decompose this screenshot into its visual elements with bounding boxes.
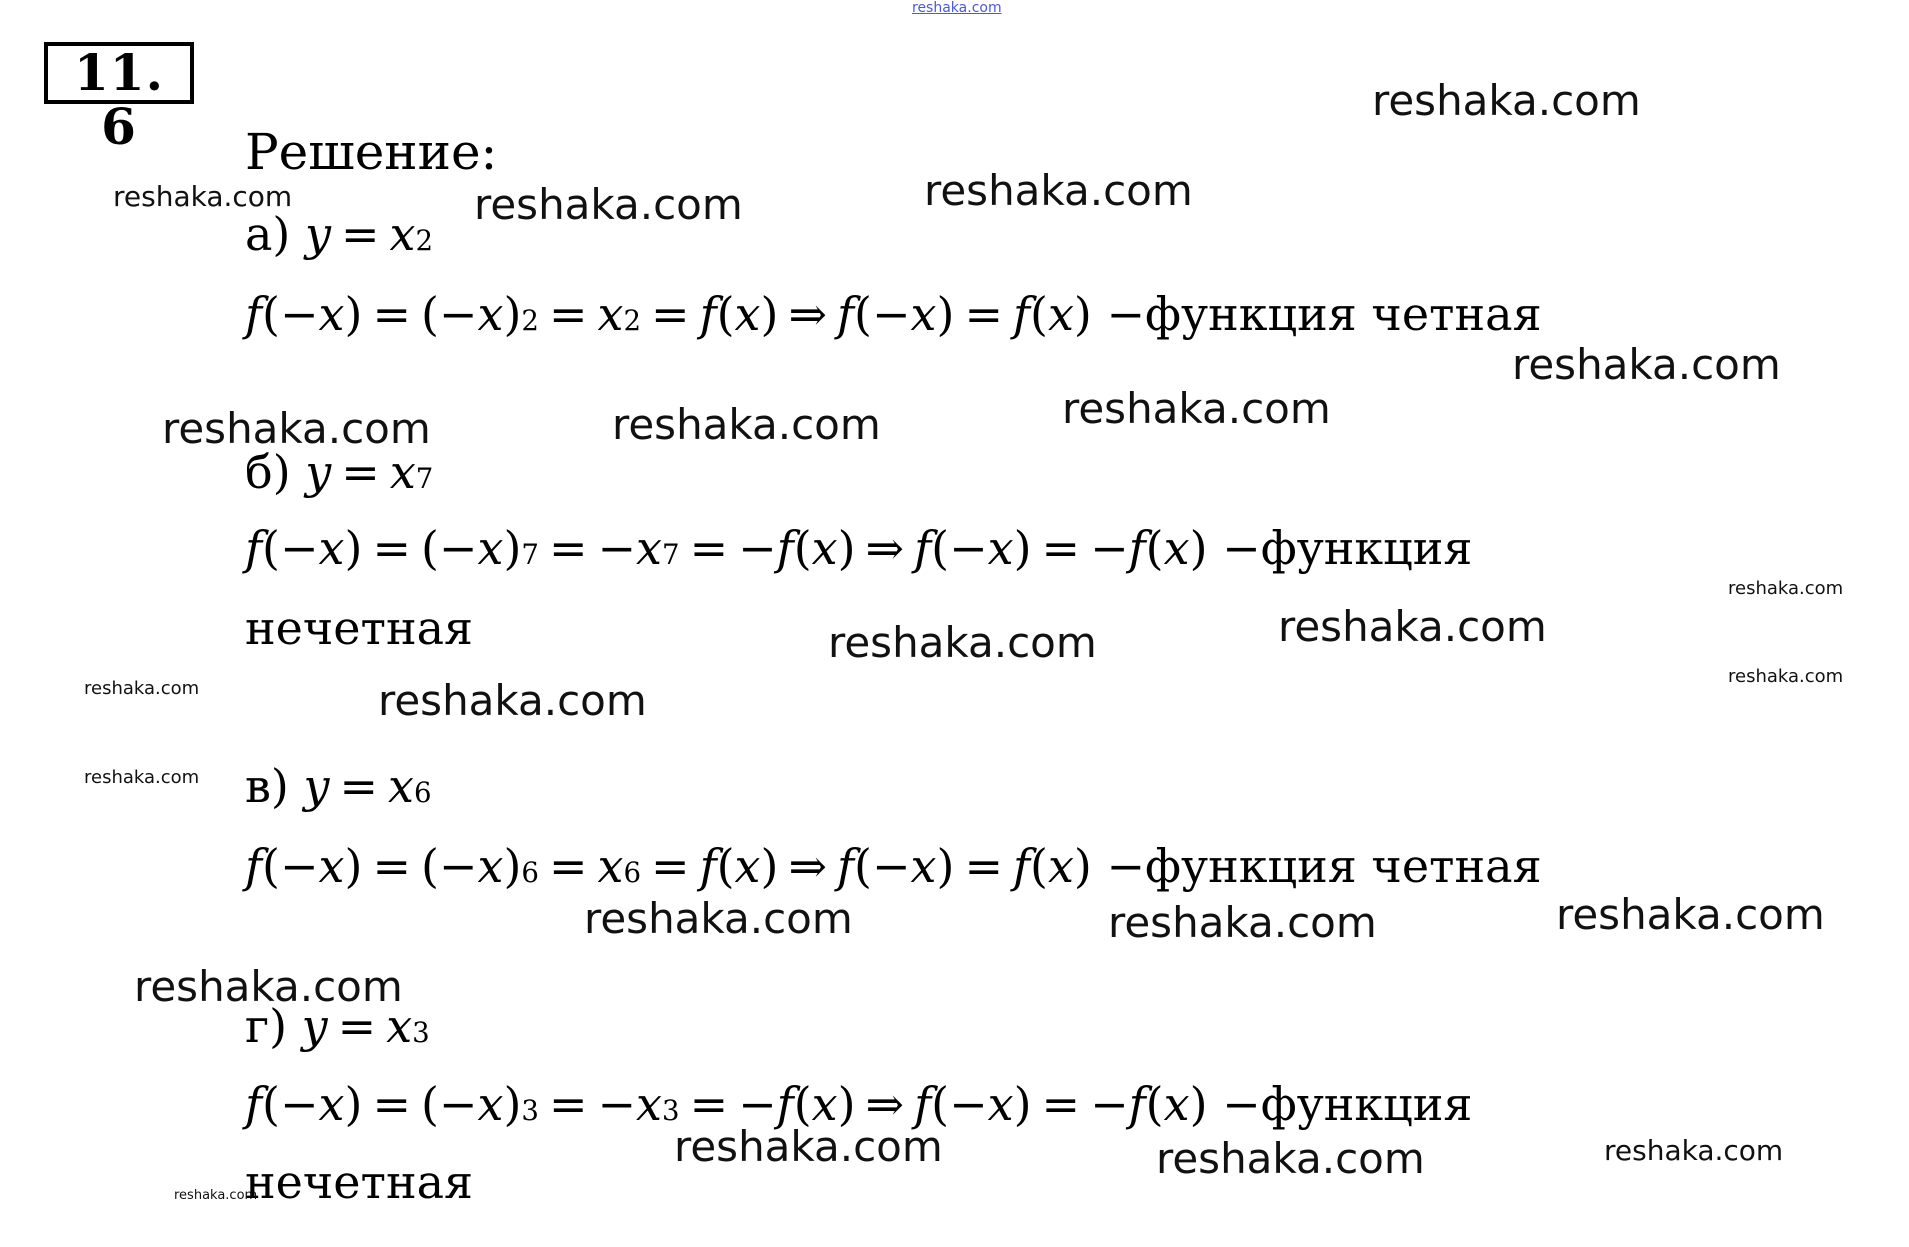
part-d-verdict: функция [1260,1077,1473,1131]
watermark: reshaka.com [924,166,1193,215]
watermark: reshaka.com [674,1122,943,1171]
watermark: reshaka.com [84,767,200,788]
watermark: reshaka.com [474,180,743,229]
watermark: reshaka.com [584,894,853,943]
watermark: reshaka.com [113,180,293,213]
watermark: reshaka.com [828,618,1097,667]
watermark: reshaka.com [1512,340,1781,389]
part-a-verdict: функция четная [1145,287,1542,341]
watermark: reshaka.com [378,676,647,725]
watermark: reshaka.com [162,404,431,453]
watermark: reshaka.com [1062,384,1331,433]
watermark: reshaka.com [1108,898,1377,947]
problem-number-badge: 11. 6 [44,42,194,104]
part-b-label: б) [245,445,291,499]
part-b-verdict: функция [1260,521,1473,575]
part-c-exponent: 6 [413,776,432,809]
part-a-lhs: y [305,207,331,261]
part-d-derivation: $f(-x) = (-x)^3 = -x^3 = -f(x)$ ⇒ f(−x) = −f(x) −функция [245,1077,1473,1131]
part-d-verdict-continued: нечетная [245,1155,474,1209]
part-d-function: г) $y = x^3$ [245,999,430,1053]
watermark: reshaka.com [134,962,403,1011]
watermark: reshaka.com [1278,602,1547,651]
part-a-function: а) $y = x^2$ [245,207,434,261]
watermark: reshaka.com [1156,1134,1425,1183]
part-d-exponent: 3 [412,1016,430,1049]
part-b-exponent: 7 [415,462,434,495]
part-a-label: а) [245,207,291,261]
watermark: reshaka.com [84,678,200,699]
part-c-function: в) $y = x^6$ [245,759,432,813]
part-a-exponent: 2 [415,224,434,257]
watermark-top-link[interactable]: reshaka.com [912,0,1002,16]
watermark: reshaka.com [612,400,881,449]
part-c-label: в) [245,759,289,813]
part-c-derivation: $f(-x) = (-x)^6 = x^6 = f(x)$ ⇒ f(−x) = f(x) −функция четная [245,839,1542,893]
part-a-base: x [389,207,416,261]
watermark: reshaka.com [1728,578,1844,599]
watermark: reshaka.com [174,1188,258,1203]
part-b-derivation: $f(-x) = (-x)^7 = -x^7 = -f(x)$ ⇒ f(−x) = −f(x) −функция [245,521,1473,575]
watermark: reshaka.com [1728,666,1844,687]
part-d-label: г) [245,999,288,1053]
watermark: reshaka.com [1604,1134,1784,1167]
solution-heading: Решение: [245,123,498,181]
watermark: reshaka.com [1556,890,1825,939]
part-b-function: б) $y = x^7$ [245,445,434,499]
part-b-verdict-continued: нечетная [245,601,474,655]
part-c-verdict: функция четная [1145,839,1542,893]
part-a-derivation: $f(-x) = (-x)^2 = x^2 = f(x)$ ⇒ f(−x) = f(x) −функция четная [245,287,1542,341]
part-a-deriv-exp: 2 [521,304,539,337]
watermark: reshaka.com [1372,76,1641,125]
